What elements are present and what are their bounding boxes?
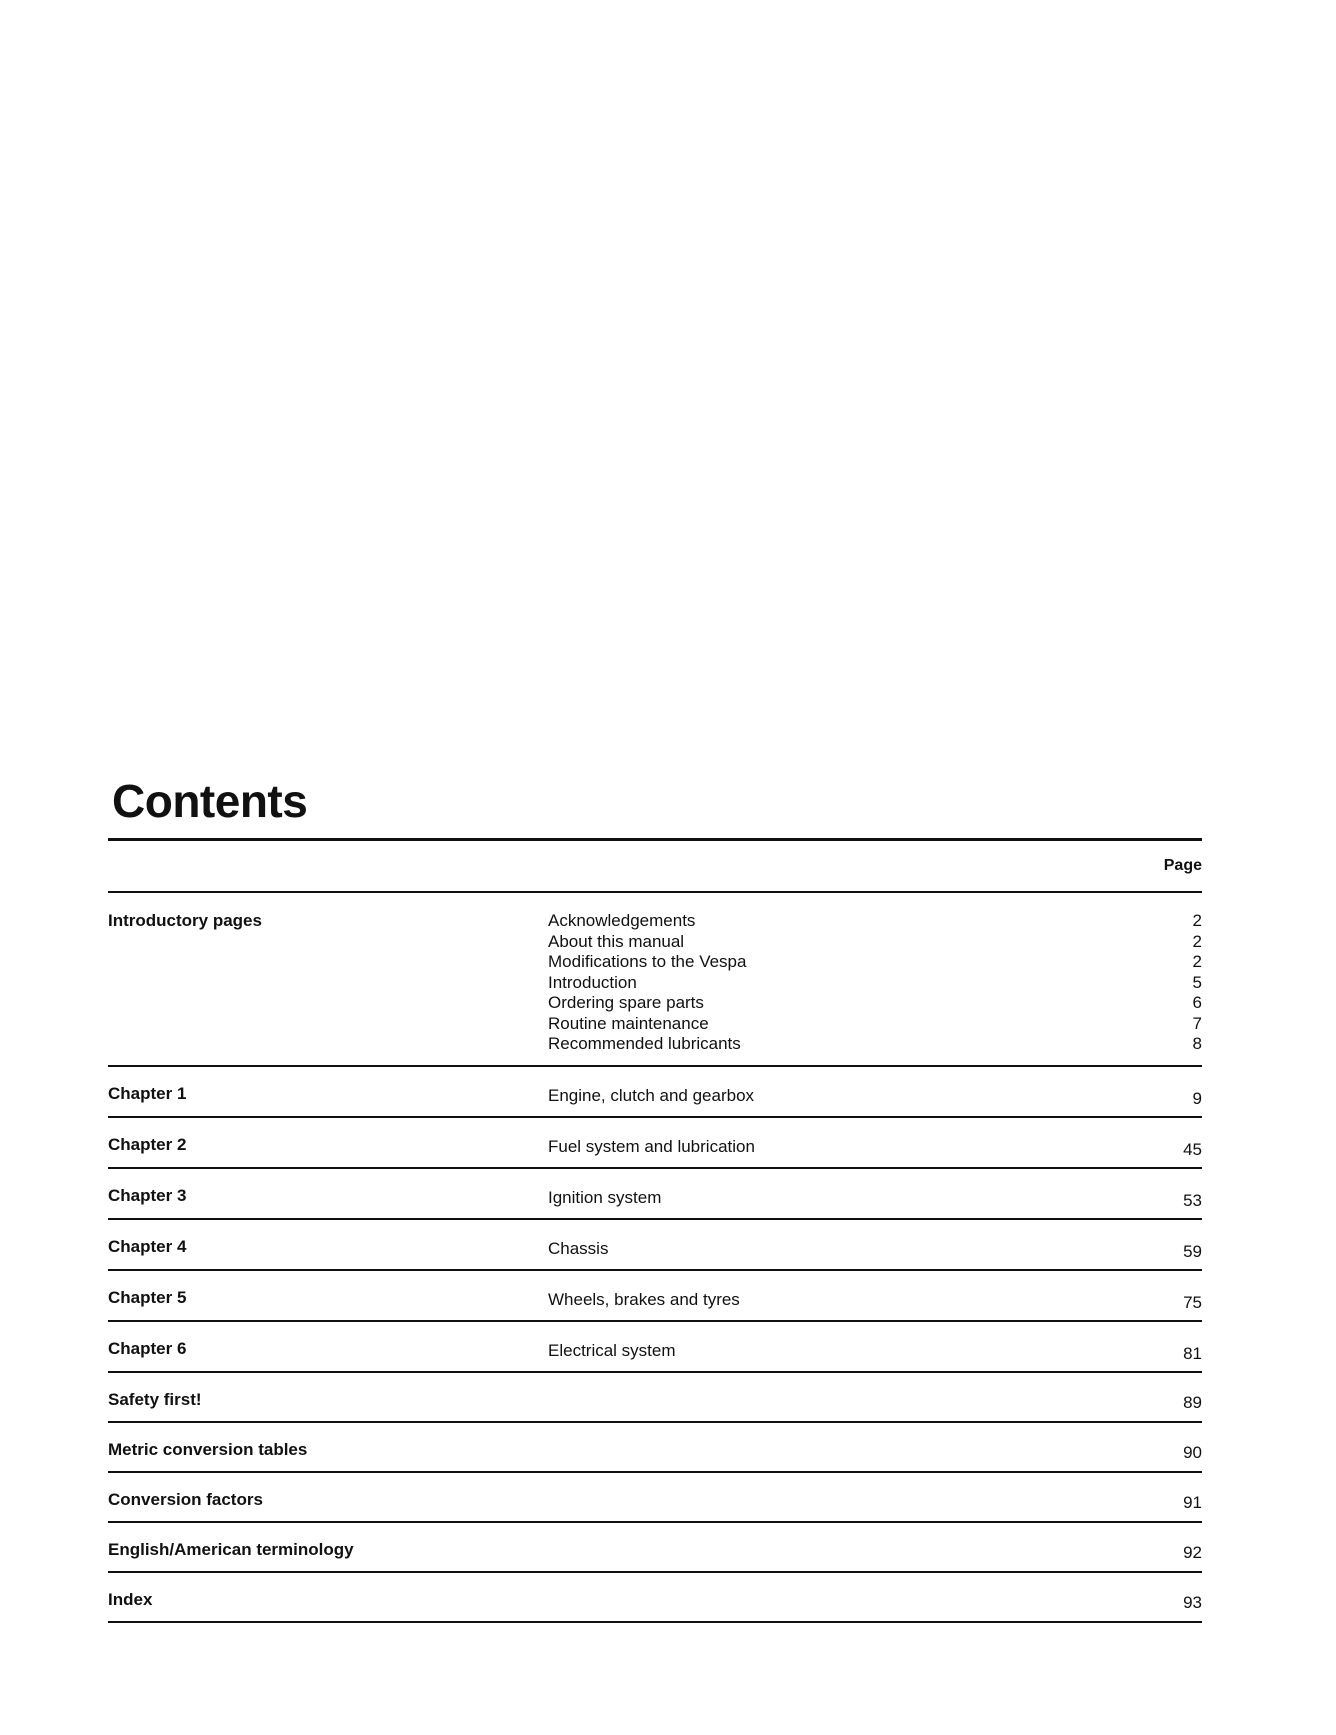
- chapter-title: Engine, clutch and gearbox: [548, 1086, 755, 1105]
- toc-chapter-row[interactable]: [108, 1067, 1202, 1116]
- toc-entry[interactable]: [548, 1034, 1202, 1055]
- toc-entry[interactable]: [548, 1014, 1202, 1035]
- bottom-rule: [108, 1621, 1202, 1623]
- appendix-page-number: 92: [1183, 1543, 1202, 1562]
- chapter-label: Chapter 3: [108, 1186, 187, 1205]
- entry-page-number: 8: [1192, 1034, 1202, 1053]
- chapter-label: Chapter 1: [108, 1084, 187, 1103]
- chapter-title: Wheels, brakes and tyres: [548, 1290, 740, 1309]
- entry-title: Ordering spare parts: [548, 993, 704, 1012]
- page-title: Contents: [112, 775, 308, 827]
- toc-appendix-row[interactable]: [108, 1523, 1202, 1571]
- chapter-page-number: 81: [1183, 1344, 1202, 1363]
- toc-entry[interactable]: [548, 993, 1202, 1014]
- toc-appendix-row[interactable]: [108, 1423, 1202, 1471]
- entry-page-number: 7: [1192, 1013, 1202, 1033]
- toc-entry[interactable]: [548, 952, 1202, 973]
- appendix-page-number: 91: [1183, 1493, 1202, 1512]
- appendix-label: Index: [108, 1590, 153, 1609]
- appendix-page-number: 89: [1183, 1393, 1202, 1412]
- entry-title: Recommended lubricants: [548, 1034, 741, 1053]
- toc-chapter-row[interactable]: [108, 1118, 1202, 1167]
- toc-entry[interactable]: [548, 932, 1202, 953]
- entry-page-number: 5: [1192, 972, 1202, 992]
- chapter-title: Chassis: [548, 1239, 609, 1258]
- appendix-page-number: 90: [1183, 1443, 1202, 1462]
- entry-title: About this manual: [548, 931, 685, 951]
- toc-entry[interactable]: [548, 911, 1202, 932]
- page-column-header: Page: [1163, 857, 1202, 874]
- table-of-contents: [108, 838, 1202, 1623]
- toc-chapter-row[interactable]: [108, 1220, 1202, 1269]
- entry-page-number: 2: [1192, 931, 1202, 951]
- toc-appendix-row[interactable]: [108, 1373, 1202, 1421]
- entry-page-number: 6: [1192, 993, 1202, 1012]
- chapter-page-number: 45: [1183, 1140, 1202, 1159]
- appendix-label: Metric conversion tables: [108, 1440, 308, 1459]
- appendix-page-number: 93: [1183, 1593, 1202, 1612]
- chapter-page-number: 9: [1192, 1089, 1202, 1108]
- chapter-page-number: 75: [1183, 1293, 1202, 1312]
- toc-appendix-row[interactable]: [108, 1473, 1202, 1521]
- appendix-label: Conversion factors: [108, 1490, 263, 1509]
- toc-chapter-row[interactable]: [108, 1169, 1202, 1218]
- chapter-label: Chapter 2: [108, 1135, 187, 1154]
- chapter-title: Electrical system: [548, 1341, 676, 1360]
- chapter-title: Ignition system: [548, 1188, 662, 1207]
- entry-title: Introduction: [548, 972, 637, 992]
- entry-title: Modifications to the Vespa: [548, 952, 747, 971]
- toc-chapter-row[interactable]: [108, 1322, 1202, 1371]
- chapter-page-number: 59: [1183, 1242, 1202, 1261]
- toc-entry[interactable]: [548, 973, 1202, 994]
- toc-section-introductory: [108, 893, 1202, 1065]
- chapter-title: Fuel system and lubrication: [548, 1137, 755, 1156]
- entry-page-number: 2: [1192, 911, 1202, 930]
- chapter-label: Chapter 4: [108, 1237, 187, 1256]
- section-label: Introductory pages: [108, 911, 262, 930]
- toc-appendix-row[interactable]: [108, 1573, 1202, 1621]
- entry-title: Routine maintenance: [548, 1013, 709, 1033]
- chapter-label: Chapter 5: [108, 1288, 187, 1307]
- chapter-label: Chapter 6: [108, 1339, 187, 1358]
- appendix-label: English/American terminology: [108, 1540, 354, 1559]
- chapter-page-number: 53: [1183, 1191, 1202, 1210]
- entry-title: Acknowledgements: [548, 911, 696, 930]
- toc-chapter-row[interactable]: [108, 1271, 1202, 1320]
- intro-entries: [548, 911, 1202, 1055]
- appendix-label: Safety first!: [108, 1390, 202, 1409]
- entry-page-number: 2: [1192, 952, 1202, 971]
